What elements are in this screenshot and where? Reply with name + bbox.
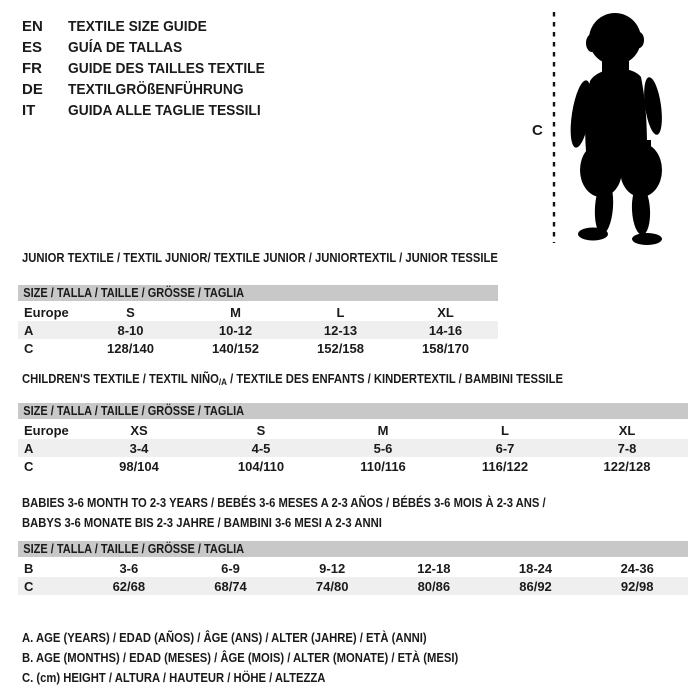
height-cell: 68/74 [214,578,247,594]
children-size-header-bar [18,403,688,419]
language-title-fr: GUIDE DES TAILLES TEXTILE [68,60,265,77]
babies-heading-line2: BABYS 3-6 MONATE BIS 2-3 JAHRE / BAMBINI 3-6 MESI A 2-3 ANNI [22,516,382,530]
row-label: C [24,340,34,356]
age-cell: 5-6 [373,440,393,456]
babies-heading-line1: BABIES 3-6 MONTH TO 2-3 YEARS / BEBÉS 3-6 MESES A 2-3 AÑOS / BÉBÉS 3-6 MOIS À 2-3 ANS / [22,496,546,510]
language-row-de [22,79,282,100]
age-cell: 8-10 [117,322,144,338]
table-row [18,439,688,457]
table-row [18,577,688,595]
language-row-es [22,37,282,58]
size-cell: M [230,304,241,320]
language-row-fr [22,58,282,79]
age-cell: 6-7 [495,440,515,456]
language-code-en: EN [22,18,43,35]
babies-section-heading [22,495,546,535]
age-cell: 18-24 [518,560,553,576]
junior-size-header-bar [18,285,498,301]
height-cell: 140/152 [212,340,259,356]
height-cell: 92/98 [620,578,654,594]
table-row [18,303,498,321]
height-measure-figure [520,2,698,250]
junior-size-header-label: SIZE / TALLA / TAILLE / GRÖSSE / TAGLIA [23,286,245,300]
junior-section-heading: JUNIOR TEXTILE / TEXTIL JUNIOR/ TEXTILE JUNIOR / JUNIORTEXTIL / JUNIOR TESSILE [22,251,498,265]
height-cell: 152/158 [317,340,364,356]
legend-line-c: C. (cm) HEIGHT / ALTURA / HAUTEUR / HÖHE / ALTEZZA [22,671,326,685]
language-code-de: DE [22,81,43,98]
age-cell: 10-12 [218,322,253,338]
language-title-en: TEXTILE SIZE GUIDE [68,18,207,35]
age-cell: 4-5 [251,440,271,456]
row-label: B [24,560,34,576]
size-cell: XL [437,304,454,320]
language-code-it: IT [22,102,36,119]
table-row [18,559,688,577]
children-heading-part1: CHILDREN'S TEXTILE / TEXTIL NIÑO [22,372,219,386]
size-cell: L [336,304,345,320]
children-heading-part2: / TEXTILE DES ENFANTS / KINDERTEXTIL / BAMBINI TESSILE [226,372,564,386]
children-section-heading [22,371,563,390]
language-title-de: TEXTILGRÖßENFÜHRUNG [68,81,244,98]
size-cell: M [377,422,389,438]
height-cell: 80/86 [417,578,451,594]
row-label: C [24,578,34,594]
legend-line-b: B. AGE (MONTHS) / EDAD (MESES) / ÂGE (MOIS) / ALTER (MONATE) / ETÀ (MESI) [22,651,459,665]
age-cell: 12-18 [417,560,451,576]
height-cell: 104/110 [237,458,285,474]
table-row [18,339,498,357]
height-cell: 158/170 [422,340,469,356]
table-row [18,421,688,439]
height-cell: 86/92 [519,578,552,594]
age-cell: 9-12 [319,560,346,576]
measure-legend [22,628,507,688]
language-row-it [22,100,282,121]
height-cell: 128/140 [107,340,154,356]
row-label: Europe [24,422,69,438]
height-cell: 116/122 [481,458,529,474]
height-cell: 122/128 [603,458,651,474]
table-row [18,321,498,339]
age-cell: 3-6 [119,560,139,576]
babies-size-header-bar [18,541,688,557]
babies-size-header-label: SIZE / TALLA / TAILLE / GRÖSSE / TAGLIA [23,542,245,556]
size-cell: S [256,422,266,438]
age-cell: 24-36 [620,560,654,576]
legend-line-a: A. AGE (YEARS) / EDAD (AÑOS) / ÂGE (ANS) / ALTER (JAHRE) / ETÀ (ANNI) [22,631,427,645]
table-row [18,457,688,475]
height-cell: 74/80 [315,578,349,594]
language-row-en [22,16,282,37]
size-cell: XS [130,422,148,438]
language-title-es: GUÍA DE TALLAS [68,39,183,56]
language-title-it: GUIDA ALLE TAGLIE TESSILI [68,102,261,119]
age-cell: 14-16 [428,322,463,338]
height-cell: 62/68 [112,578,146,594]
language-list [22,16,282,121]
age-cell: 6-9 [221,560,240,576]
row-label: A [24,322,34,338]
children-heading-subscript: /A [218,377,227,387]
babies-size-table [18,541,688,595]
language-code-es: ES [22,39,43,56]
age-cell: 3-4 [129,440,149,456]
height-cell: 110/116 [360,458,406,474]
size-cell: L [501,422,509,438]
children-size-table [18,403,688,475]
age-cell: 12-13 [323,322,358,338]
age-cell: 7-8 [617,440,637,456]
junior-size-table [18,285,498,357]
size-cell: XL [618,422,636,438]
height-label-c: C [532,122,543,139]
baby-silhouette-icon [567,13,665,245]
children-size-header-label: SIZE / TALLA / TAILLE / GRÖSSE / TAGLIA [23,404,245,418]
language-code-fr: FR [22,60,42,77]
size-cell: S [126,304,135,320]
row-label: Europe [24,304,69,320]
row-label: A [24,440,34,456]
height-cell: 98/104 [119,458,159,474]
row-label: C [24,458,34,474]
